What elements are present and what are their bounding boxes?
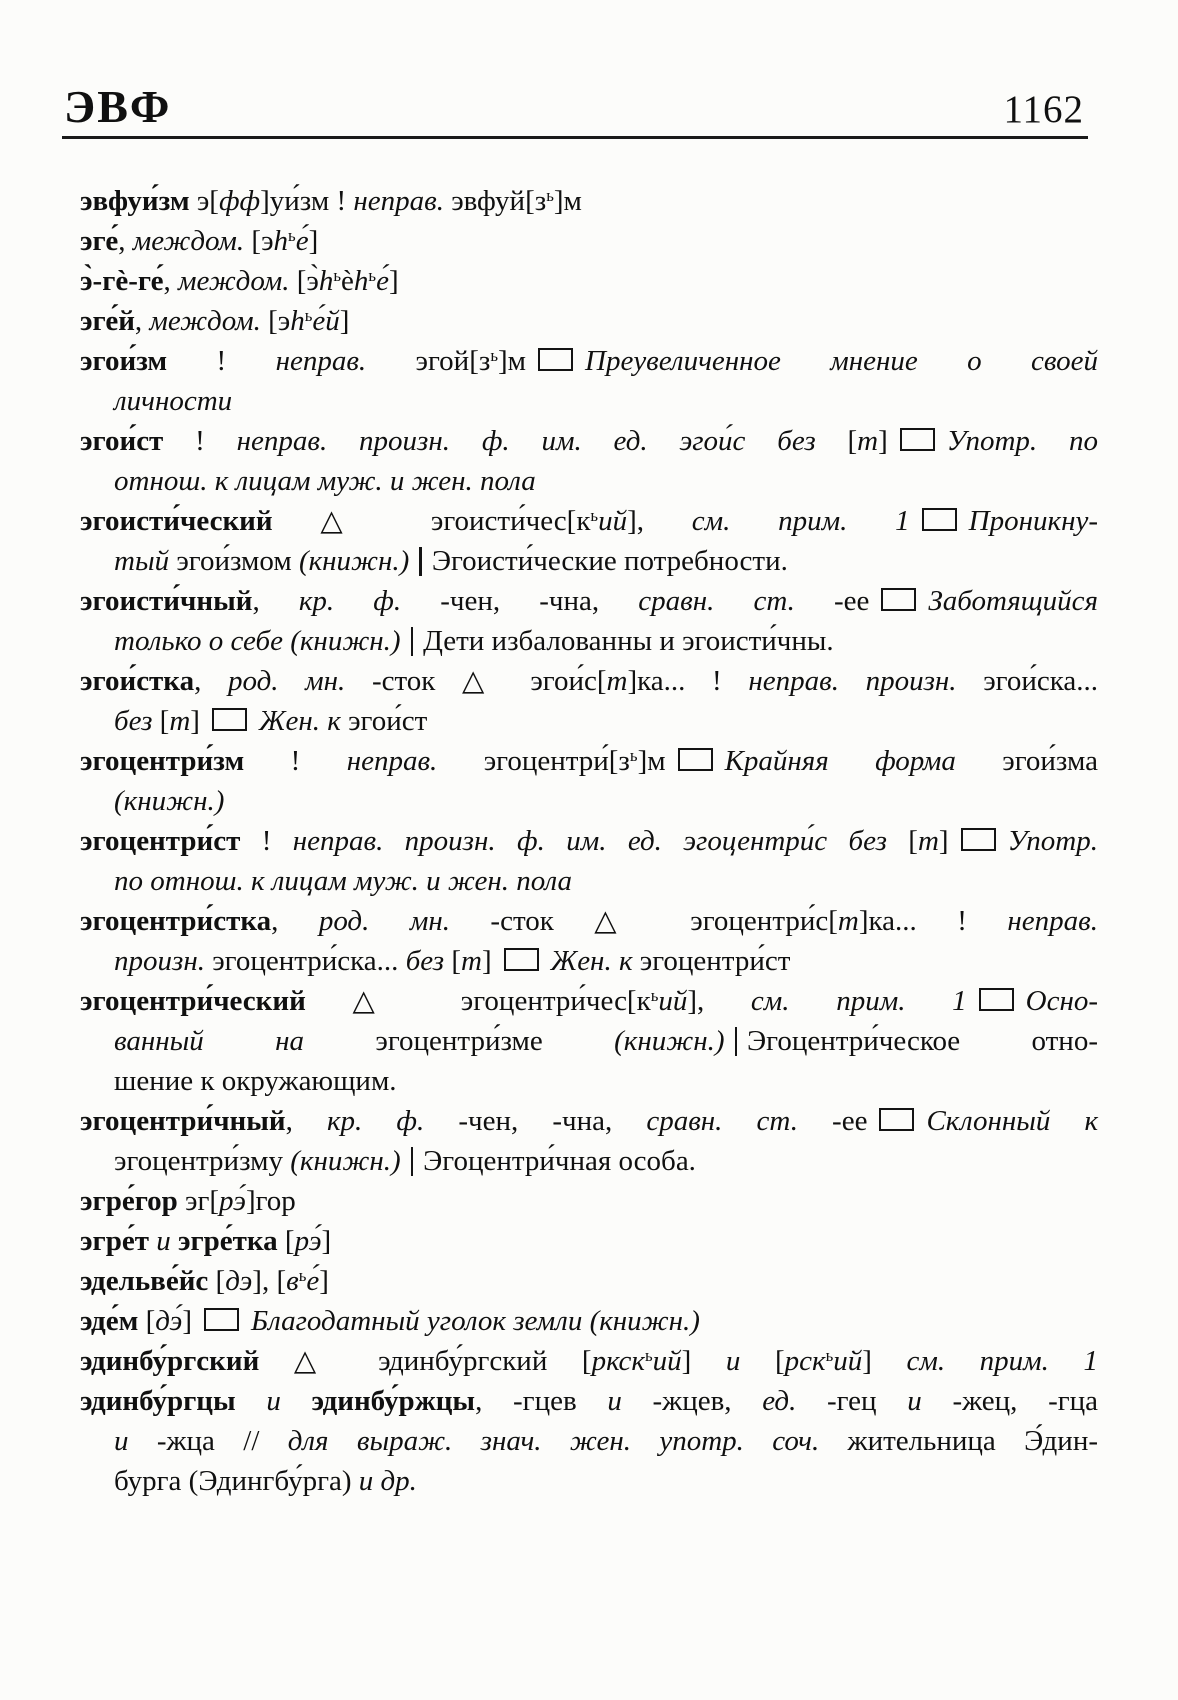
italic-label-text: произн. <box>114 945 205 977</box>
plain-text: эгоцентри́ска... <box>204 945 406 977</box>
definition-box-icon <box>879 1108 914 1131</box>
plain-text: Эгоисти́ческие потребности. <box>431 545 788 577</box>
italic-label-text: отнош. к лицам муж. и жен. пола <box>114 465 536 497</box>
headword-text: эгоцентри́ческий <box>80 985 306 1017</box>
italic-label-text: неправ. произн. ф. им. ед. эгоцентри́с без <box>292 825 887 857</box>
plain-text: , -гцев <box>475 1385 608 1417</box>
plain-text: [ <box>886 825 918 857</box>
headword-text: эдинбу́ргцы <box>80 1385 236 1417</box>
plain-text: △ эгоисти́чес[к <box>272 505 591 537</box>
entry-line <box>80 261 1098 301</box>
soft-sign-superscript: ь <box>644 1345 653 1365</box>
italic-label-text: дэ <box>225 1265 253 1297</box>
headword-text: эдельве́йс <box>80 1265 209 1297</box>
italic-label-text: сравн. ст. <box>646 1105 798 1137</box>
italic-label-text: сравн. ст. <box>638 585 795 617</box>
italic-label-text: рэ́ <box>294 1225 322 1257</box>
plain-text: , <box>134 305 150 337</box>
soft-sign-superscript: ь <box>368 265 377 285</box>
plain-text: эгоцентри́зму <box>114 1145 291 1177</box>
plain-text: эгои́ска... <box>956 665 1098 697</box>
definition-box-icon <box>900 428 935 451</box>
italic-label-text: (книжн.) <box>114 785 225 817</box>
plain-text: ], [ <box>252 1265 287 1297</box>
definition-box-icon <box>538 348 573 371</box>
italic-label-text: в <box>286 1265 299 1297</box>
soft-sign-superscript: ь <box>590 505 599 525</box>
definition-box-icon <box>979 988 1014 1011</box>
plain-text: ]м <box>637 745 666 777</box>
running-head-letters: ЭВФ <box>64 81 172 132</box>
plain-text: ] <box>938 825 949 857</box>
dictionary-entry <box>80 1381 1098 1501</box>
soft-sign-superscript: ь <box>629 745 638 765</box>
dictionary-entry <box>80 981 1098 1101</box>
plain-text: [э <box>244 225 274 257</box>
plain-text: , <box>194 665 228 697</box>
entry-line <box>80 1261 1098 1301</box>
plain-text: , <box>163 265 179 297</box>
entry-line <box>80 1181 1098 1221</box>
entry-line <box>80 661 1098 701</box>
italic-label-text: т <box>169 705 191 737</box>
plain-text: ! <box>244 745 347 777</box>
italic-label-text: т <box>837 905 859 937</box>
headword-text: эвфуи́зм <box>80 185 190 217</box>
plain-text: ]м <box>553 185 582 217</box>
dictionary-entry <box>80 341 1098 421</box>
soft-sign-superscript: ь <box>650 985 659 1005</box>
soft-sign-superscript: ь <box>490 345 498 365</box>
soft-sign-superscript: ь <box>288 225 296 245</box>
dictionary-entry <box>80 1181 1098 1221</box>
headword-text: эгре́гор <box>80 1185 178 1217</box>
plain-text: , <box>252 585 299 617</box>
headword-text: эгои́ст <box>80 425 164 457</box>
italic-label-text: т <box>857 425 879 457</box>
example-separator-bar <box>411 627 414 656</box>
entry-line <box>80 581 1098 621</box>
plain-text: [ <box>815 425 858 457</box>
italic-label-text: ванный на <box>114 1025 305 1057</box>
entry-line <box>80 741 1098 781</box>
dictionary-entry <box>80 221 1098 261</box>
plain-text: -ее <box>797 1105 868 1137</box>
dictionary-entry <box>80 901 1098 981</box>
plain-text: , <box>285 1105 327 1137</box>
plain-text: -чен, -чна, <box>424 1105 647 1137</box>
soft-sign-superscript: ь <box>825 1345 834 1365</box>
plain-text: эгоцентри́ст <box>632 945 791 977</box>
italic-label-text: (книжн.) <box>614 1025 725 1057</box>
plain-text: эвфуй[з <box>443 185 547 217</box>
italic-label-text: ий <box>833 1345 863 1377</box>
entry-line <box>80 301 1098 341</box>
plain-text: [ <box>277 1225 295 1257</box>
italic-label-text: ркск <box>591 1345 645 1377</box>
entry-line <box>80 541 1098 581</box>
entry-line <box>80 461 1098 501</box>
example-separator-bar <box>735 1027 738 1056</box>
plain-text: Эгоцентри́чная особа. <box>423 1145 696 1177</box>
italic-label-text: (книжн.) <box>290 1145 401 1177</box>
headword-text: эгои́стка <box>80 665 195 697</box>
plain-text: ] <box>388 265 399 297</box>
plain-text: ! <box>163 425 237 457</box>
plain-text: ], <box>687 985 751 1017</box>
plain-text: -жца // <box>128 1425 288 1457</box>
entry-line <box>80 381 1098 421</box>
headword-text: эде́м <box>80 1305 139 1337</box>
plain-text: ] <box>182 1305 192 1337</box>
italic-label-text: е́ <box>376 265 389 297</box>
plain-text: шение к окружающим. <box>114 1065 397 1097</box>
page-number: 1162 <box>1003 88 1084 131</box>
dictionary-entry <box>80 421 1098 501</box>
italic-label-text: ий <box>598 505 628 537</box>
italic-label-text: и <box>235 1385 312 1417</box>
entry-line <box>80 1301 1098 1341</box>
dictionary-entry <box>80 1301 1098 1341</box>
italic-label-text: Жен. к <box>258 705 341 737</box>
italic-label-text: тый <box>114 545 170 577</box>
italic-label-text: и др. <box>358 1465 417 1497</box>
italic-label-text: т <box>461 945 482 977</box>
italic-label-text: ед. <box>762 1385 797 1417</box>
plain-text: ] <box>321 1225 332 1257</box>
entry-line <box>80 781 1098 821</box>
italic-label-text: h <box>318 265 334 297</box>
dictionary-entry <box>80 181 1098 221</box>
entry-line <box>80 981 1098 1021</box>
plain-text: бурга (Эдингбу́рга) <box>114 1465 359 1497</box>
italic-label-text: кр. ф. <box>326 1105 425 1137</box>
plain-text: -чен, -чна, <box>401 585 639 617</box>
plain-text: -сток △ эгои́с[ <box>345 665 607 697</box>
italic-label-text: т <box>606 665 628 697</box>
plain-text: [ <box>740 1345 785 1377</box>
entry-line <box>80 341 1098 381</box>
italic-label-text: е́ <box>295 225 309 257</box>
plain-text: э[ <box>189 185 219 217</box>
italic-label-text: е́й <box>312 305 340 337</box>
italic-label-text: Благодатный уголок земли (книжн.) <box>251 1305 700 1337</box>
italic-label-text: Жен. к <box>550 945 633 977</box>
entry-line <box>80 1141 1098 1181</box>
italic-label-text: h <box>273 225 289 257</box>
italic-label-text: фф <box>218 185 261 217</box>
italic-label-text: и <box>907 1385 922 1417</box>
plain-text: -сток △ эгоцентри́с[ <box>449 905 838 937</box>
plain-text: -гец <box>796 1385 908 1417</box>
italic-label-text: междом. <box>178 265 290 297</box>
definition-box-icon <box>678 748 713 771</box>
entry-line <box>80 501 1098 541</box>
italic-label-text: см. прим. 1 <box>691 505 910 537</box>
italic-label-text: без <box>405 945 445 977</box>
italic-label-text: для выраж. знач. жен. употр. соч. <box>287 1425 820 1457</box>
plain-text: жительница Э́дин- <box>819 1425 1098 1457</box>
dictionary-entry <box>80 1261 1098 1301</box>
italic-label-text: личности <box>114 385 233 417</box>
plain-text: эгои́ст <box>340 705 428 737</box>
italic-label-text: кр. ф. <box>298 585 402 617</box>
headword-text: эгре́т <box>80 1225 149 1257</box>
italic-label-text: по отнош. к лицам муж. и жен. пола <box>114 865 573 897</box>
italic-label-text: h <box>353 265 369 297</box>
plain-text: ѐ <box>341 265 354 297</box>
plain-text: [ <box>138 1305 156 1337</box>
entry-line <box>80 861 1098 901</box>
italic-label-text: и <box>148 1225 178 1257</box>
entry-line <box>80 1341 1098 1381</box>
plain-text: [ <box>152 705 170 737</box>
headword-text: эгре́тка <box>177 1225 278 1257</box>
entry-line <box>80 1461 1098 1501</box>
italic-label-text: рск <box>784 1345 826 1377</box>
plain-text: эгои́зма <box>955 745 1098 777</box>
plain-text: ]м <box>497 345 526 377</box>
plain-text: эгой[з <box>366 345 491 377</box>
headword-text: эгоцентри́чный <box>80 1105 286 1137</box>
plain-text: ] <box>862 1345 907 1377</box>
dictionary-entry <box>80 1221 1098 1261</box>
italic-label-text: Преувеличенное мнение о своей <box>585 345 1098 377</box>
headword-text: эге́ <box>80 225 119 257</box>
dictionary-entry <box>80 501 1098 581</box>
headword-text: эгои́зм <box>80 345 168 377</box>
entry-line <box>80 1421 1098 1461</box>
plain-text: △ эгоцентри́чес[к <box>305 985 651 1017</box>
plain-text: ] <box>681 1345 726 1377</box>
entry-line <box>80 701 1098 741</box>
plain-text: ] <box>878 425 888 457</box>
plain-text: -жцев, <box>621 1385 763 1417</box>
dictionary-entry <box>80 1341 1098 1381</box>
example-separator-bar <box>411 1147 414 1176</box>
headword-text: эгоцентри́стка <box>80 905 272 937</box>
plain-text: -ее <box>794 585 870 617</box>
headword-text: эдинбу́ржцы <box>311 1385 476 1417</box>
plain-text: △ эдинбу́ргский [ <box>259 1345 592 1377</box>
headword-text: эгоцентри́ст <box>80 825 241 857</box>
plain-text: эгоцентри́[з <box>437 745 630 777</box>
italic-label-text: см. прим. 1 <box>750 985 967 1017</box>
italic-label-text: неправ. произн. ф. им. ед. эгои́с без <box>236 425 816 457</box>
italic-label-text: и <box>114 1425 129 1457</box>
italic-label-text: и <box>725 1345 741 1377</box>
italic-label-text: ий <box>652 1345 682 1377</box>
italic-label-text: Осно- <box>1025 985 1098 1017</box>
italic-label-text: Употр. по <box>946 425 1098 457</box>
definition-box-icon <box>881 588 916 611</box>
dictionary-entry <box>80 581 1098 661</box>
soft-sign-superscript: ь <box>333 265 342 285</box>
definition-box-icon <box>961 828 996 851</box>
plain-text: эг[ <box>177 1185 220 1217</box>
entry-line <box>80 1101 1098 1141</box>
italic-label-text: т <box>917 825 939 857</box>
italic-label-text: Склонный к <box>926 1105 1099 1137</box>
italic-label-text: междом. <box>149 305 261 337</box>
definition-box-icon <box>922 508 957 531</box>
dictionary-entries <box>80 181 1098 1501</box>
plain-text: -жец, -гца <box>921 1385 1099 1417</box>
entry-line <box>80 941 1098 981</box>
plain-text: Эгоцентри́ческое отно- <box>747 1025 1098 1057</box>
entry-line <box>80 821 1098 861</box>
italic-label-text: Заботящийся <box>928 585 1098 617</box>
italic-label-text: рэ́ <box>219 1185 246 1217</box>
header-rule <box>62 136 1088 139</box>
plain-text: ! <box>167 345 276 377</box>
plain-text: ], <box>627 505 692 537</box>
plain-text: [э <box>260 305 291 337</box>
plain-text: ! <box>240 825 293 857</box>
italic-label-text: только о себе (книжн.) <box>114 625 401 657</box>
italic-label-text: см. прим. 1 <box>906 1345 1098 1377</box>
italic-label-text: ий <box>658 985 688 1017</box>
plain-text: [э̀ <box>289 265 319 297</box>
plain-text: ]уи́зм ! <box>260 185 354 217</box>
italic-label-text: род. мн. <box>318 905 450 937</box>
italic-label-text: Крайняя форма <box>724 745 956 777</box>
italic-label-text: h <box>290 305 305 337</box>
italic-label-text: междом. <box>132 225 245 257</box>
example-separator-bar <box>419 547 422 576</box>
italic-label-text: неправ. <box>275 345 367 377</box>
headword-text: эге́й <box>80 305 135 337</box>
plain-text: ] <box>481 945 492 977</box>
italic-label-text: род. мн. <box>227 665 346 697</box>
plain-text: [ <box>208 1265 226 1297</box>
plain-text: эгои́змом <box>169 545 299 577</box>
entry-line <box>80 1061 1098 1101</box>
dictionary-entry <box>80 821 1098 901</box>
soft-sign-superscript: ь <box>546 185 554 205</box>
entry-line <box>80 901 1098 941</box>
plain-text: ]гор <box>245 1185 296 1217</box>
plain-text: ]ка... ! <box>858 905 1008 937</box>
entry-line <box>80 181 1098 221</box>
headword-text: э̀-гѐ-ге́ <box>80 265 164 297</box>
plain-text: ] <box>319 1265 329 1297</box>
italic-label-text: Проникну- <box>968 505 1098 537</box>
dictionary-entry <box>80 1101 1098 1181</box>
dictionary-entry <box>80 661 1098 741</box>
definition-box-icon <box>204 1308 239 1331</box>
plain-text: ] <box>190 705 200 737</box>
italic-label-text: неправ. произн. <box>748 665 957 697</box>
plain-text: ] <box>339 305 350 337</box>
entry-line <box>80 221 1098 261</box>
entry-line <box>80 1221 1098 1261</box>
italic-label-text: и <box>607 1385 622 1417</box>
plain-text: эгоцентри́зме <box>304 1025 615 1057</box>
italic-label-text: неправ. <box>353 185 444 217</box>
dictionary-entry <box>80 261 1098 301</box>
italic-label-text: (книжн.) <box>298 545 410 577</box>
soft-sign-superscript: ь <box>298 1265 307 1285</box>
italic-label-text: неправ. <box>1007 905 1098 937</box>
entry-line <box>80 421 1098 461</box>
headword-text: эдинбу́ргский <box>80 1345 260 1377</box>
headword-text: эгоисти́чный <box>80 585 253 617</box>
italic-label-text: без <box>114 705 153 737</box>
italic-label-text: дэ́ <box>155 1305 183 1337</box>
entry-line <box>80 621 1098 661</box>
soft-sign-superscript: ь <box>304 305 313 325</box>
plain-text: Дети избалованны и эгоисти́чны. <box>423 625 834 657</box>
plain-text: , <box>271 905 319 937</box>
dictionary-entry <box>80 301 1098 341</box>
plain-text: , <box>118 225 133 257</box>
plain-text: ] <box>308 225 319 257</box>
dictionary-entry <box>80 741 1098 821</box>
headword-text: эгоисти́ческий <box>80 505 273 537</box>
definition-box-icon <box>212 708 247 731</box>
definition-box-icon <box>504 948 539 971</box>
plain-text: [ <box>444 945 461 977</box>
plain-text: ]ка... ! <box>627 665 749 697</box>
entry-line <box>80 1021 1098 1061</box>
entry-line <box>80 1381 1098 1421</box>
italic-label-text: Употр. <box>1007 825 1098 857</box>
headword-text: эгоцентри́зм <box>80 745 245 777</box>
italic-label-text: е́ <box>306 1265 320 1297</box>
italic-label-text: неправ. <box>346 745 438 777</box>
